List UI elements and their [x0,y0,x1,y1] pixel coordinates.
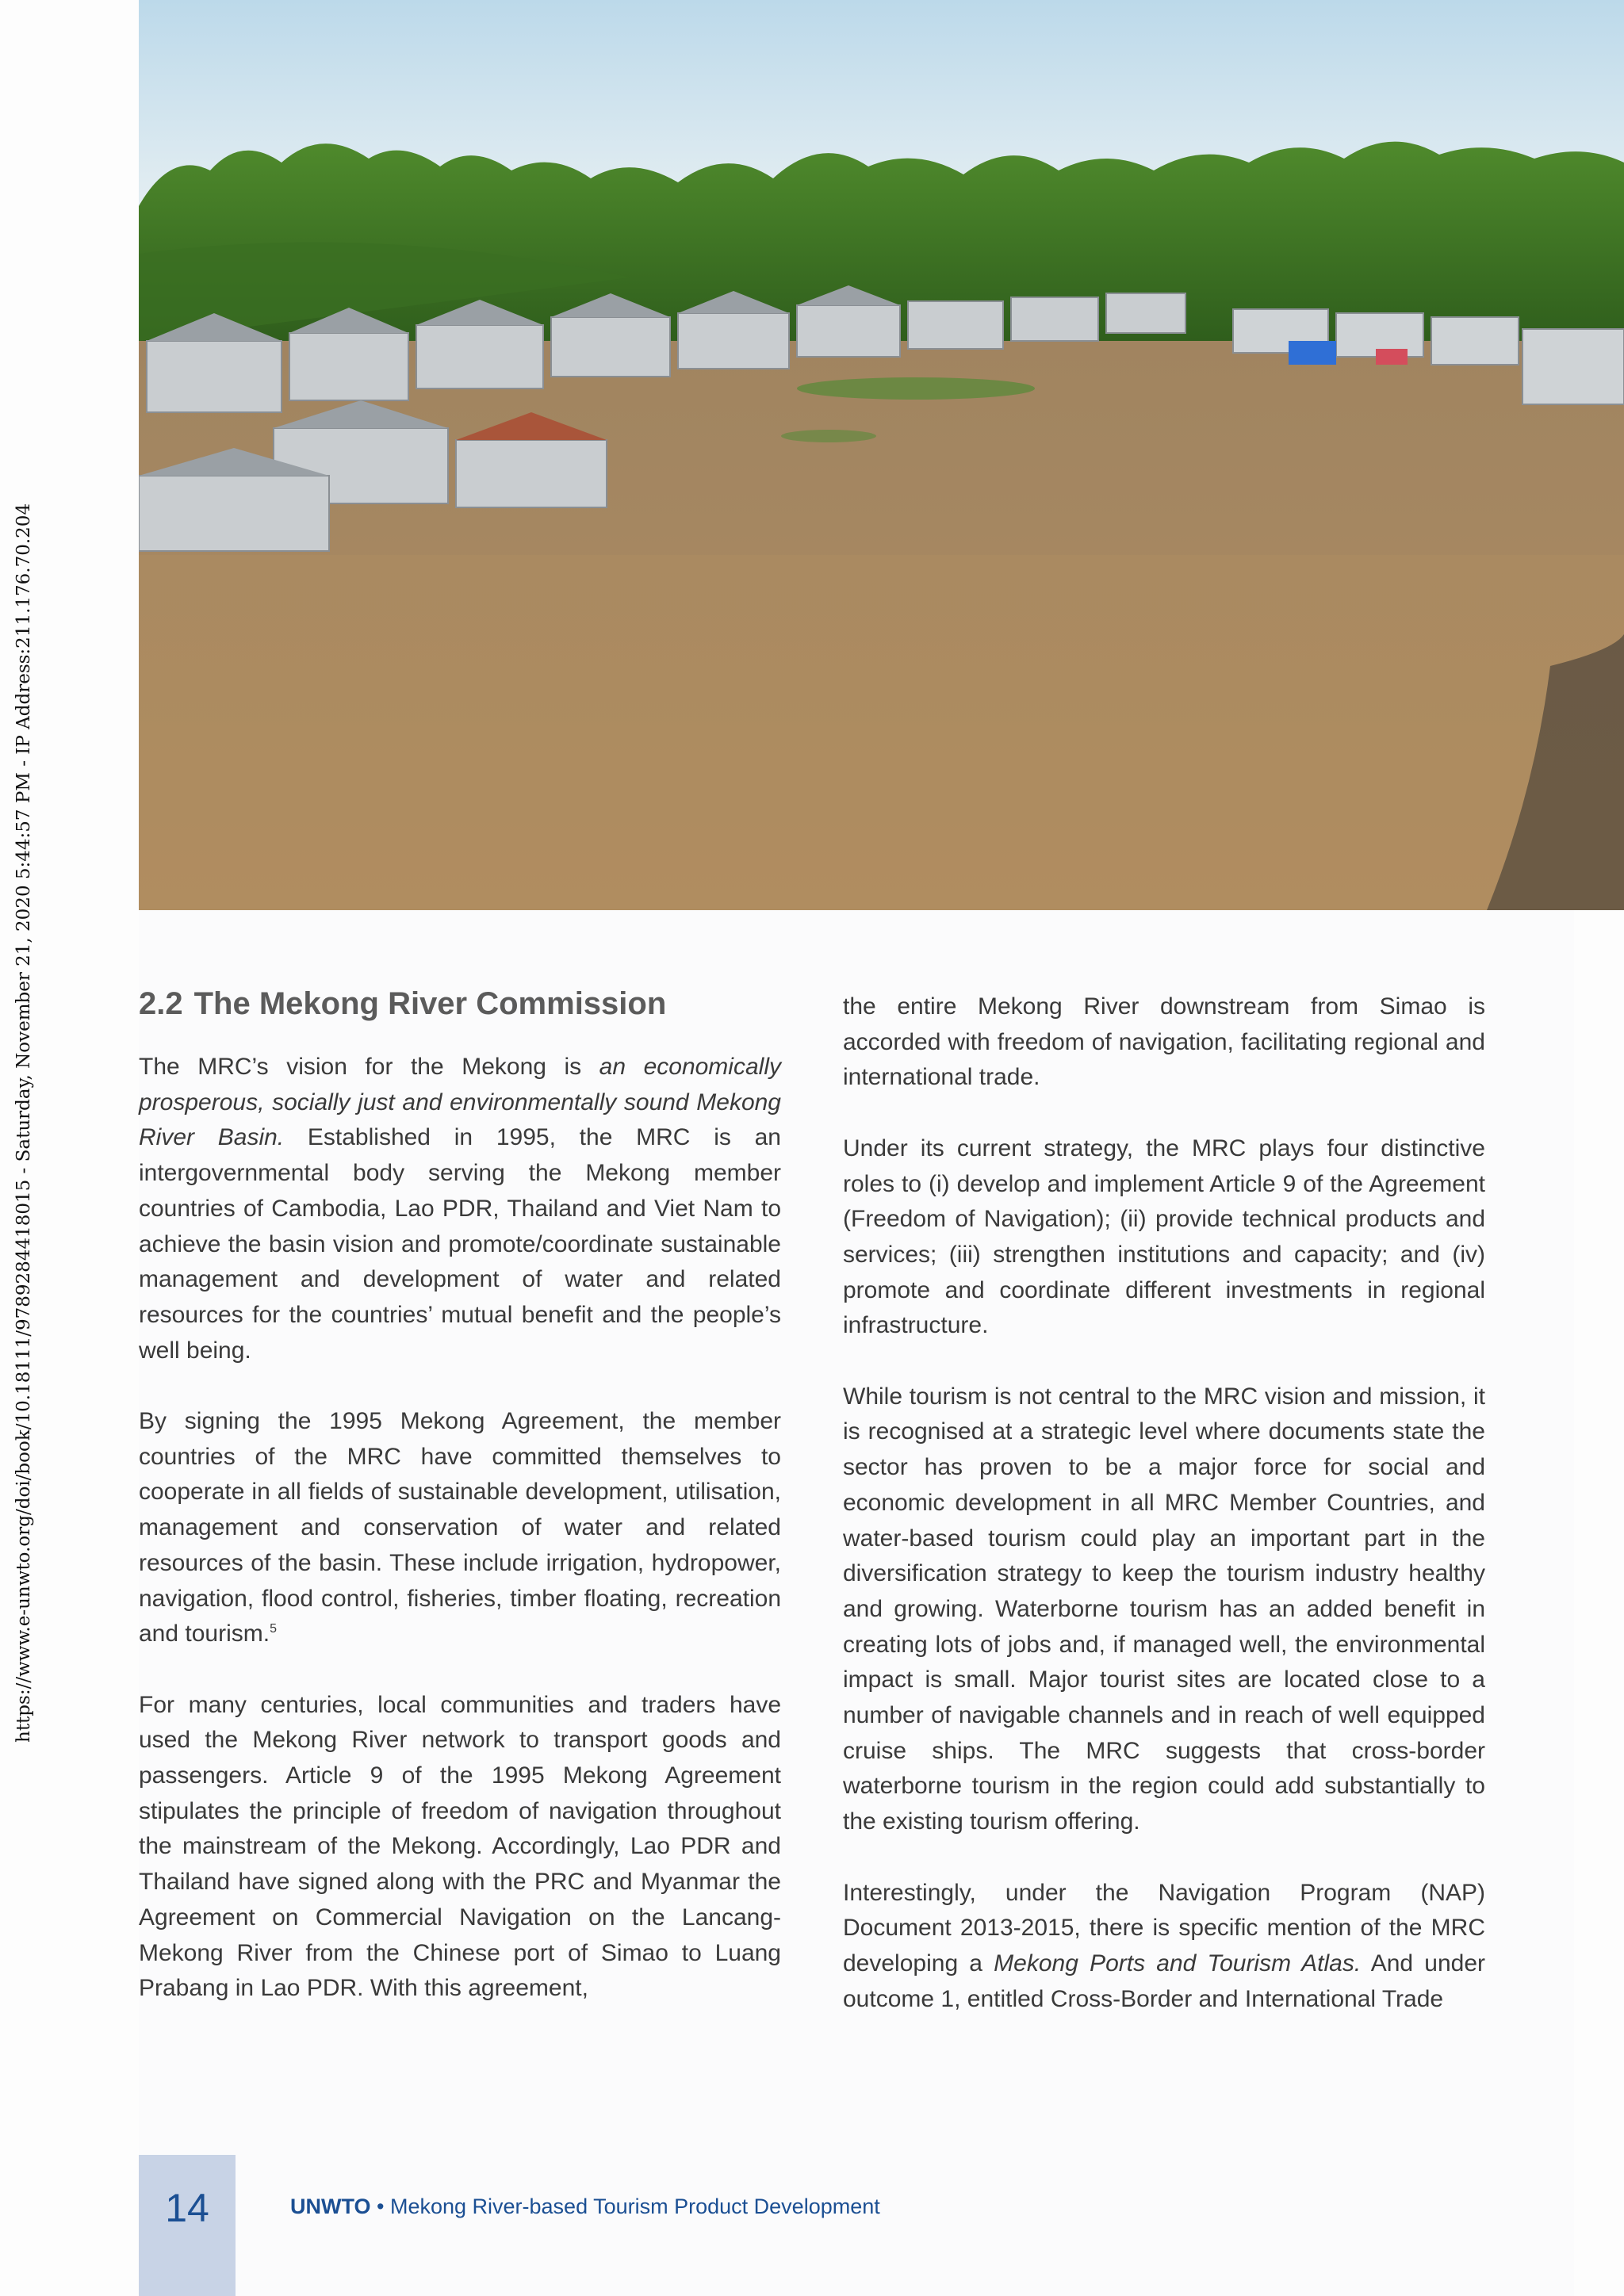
section-title: The Mekong River Commission [193,986,667,1021]
hero-photo [139,0,1624,910]
text-run: By signing the 1995 Mekong Agreement, the member countries of the MRC have committed themselves to cooperate in all fields of sustainable development, utilisation, management and conservation of water and related resources of the basin. These include irrigation, hydropower, navigation, flood control, fisheries, timber floating, recreation and tourism. [139,1408,781,1647]
text-run: Interestingly, under the Navigation Program (NAP) Document 2013-2015, there is specific mention of the MRC developing a [843,1879,1485,1976]
vision-statement: an economically prosperous, socially just and environmentally sound Mekong River Basin. [139,1054,781,1151]
text-run: The MRC’s vision for the Mekong is [139,1054,599,1080]
paragraph-1995-agreement [139,1404,781,1652]
right-column [843,989,1485,2017]
footnote-marker[interactable]: 5 [270,1622,277,1636]
download-watermark [13,503,34,1743]
paragraph-mrc-vision [139,1050,781,1368]
paragraph-freedom-of-navigation: the entire Mekong River downstream from Simao is accorded with freedom of navigation, facilitating regional and international trade. [843,993,1485,1091]
footer-org: UNWTO [290,2195,371,2218]
watermark-text: https://www.e-unwto.org/doi/book/10.18111/9789284418015 - Saturday, November 21, 2020 5:44:57 PM - IP Address:211.176.70.204 [13,503,34,1743]
running-footer [290,2195,880,2219]
paragraph-navigation-history: For many centuries, local communities and traders have used the Mekong River network to transport goods and passengers. Article 9 of the 1995 Mekong Agreement stipulates the principle of freedom of navigation throughout the mainstream of the Mekong. Accordingly, Lao PDR and Thailand have signed along with the PRC and Myanmar the Agreement on Commercial Navigation on the Lancang-Mekong River from the Chinese port of Simao to Luang Prabang in Lao PDR. With this agreement, [139,1691,781,2002]
footer-publication: Mekong River-based Tourism Product Development [389,2195,880,2218]
text-run: And under outcome 1, entitled Cross-Border and International Trade [843,1950,1485,2012]
text-run: Established in 1995, the MRC is an intergovernmental body serving the Mekong member countries of Cambodia, Lao PDR, Thailand and Viet Nam to achieve the basin vision and promote/coordinate sustainable management and development of water and related resources for the countries’ mutual benefit and the people’s well being. [139,1124,781,1364]
footer-separator: • [370,2195,390,2218]
atlas-title: Mekong Ports and Tourism Atlas. [994,1950,1362,1976]
mekong-river-stilt-houses-photo [139,0,1624,910]
paragraph-tourism-role: While tourism is not central to the MRC vision and mission, it is recognised at a strategic level where documents state the sector has proven to be a major force for social and economic development in all MRC Member Countries, and water-based tourism could play an important part in the diversification strategy to keep the tourism industry healthy and growing. Waterborne tourism has an added benefit in creating lots of jobs and, if managed well, the environmental impact is small. Major tourist sites are located close to a number of navigable channels and in reach of well equipped cruise ships. The MRC suggests that cross-border waterborne tourism in the region could add substantially to the existing tourism offering. [843,1383,1485,1835]
left-column [139,983,781,2007]
page-number: 14 [165,2186,209,2230]
paragraph-nap-document [843,1876,1485,2018]
paragraph-mrc-strategy: Under its current strategy, the MRC plays four distinctive roles to (i) develop and implement Article 9 of the Agreement (Freedom of Navigation); (ii) provide technical products and services; (iii) strengthen institutions and capacity; and (iv) promote and coordinate different investments in regional infrastructure. [843,1135,1485,1339]
section-number: 2.2 [139,986,183,1021]
page-number-tab [139,2155,236,2296]
section-heading [139,983,781,1024]
